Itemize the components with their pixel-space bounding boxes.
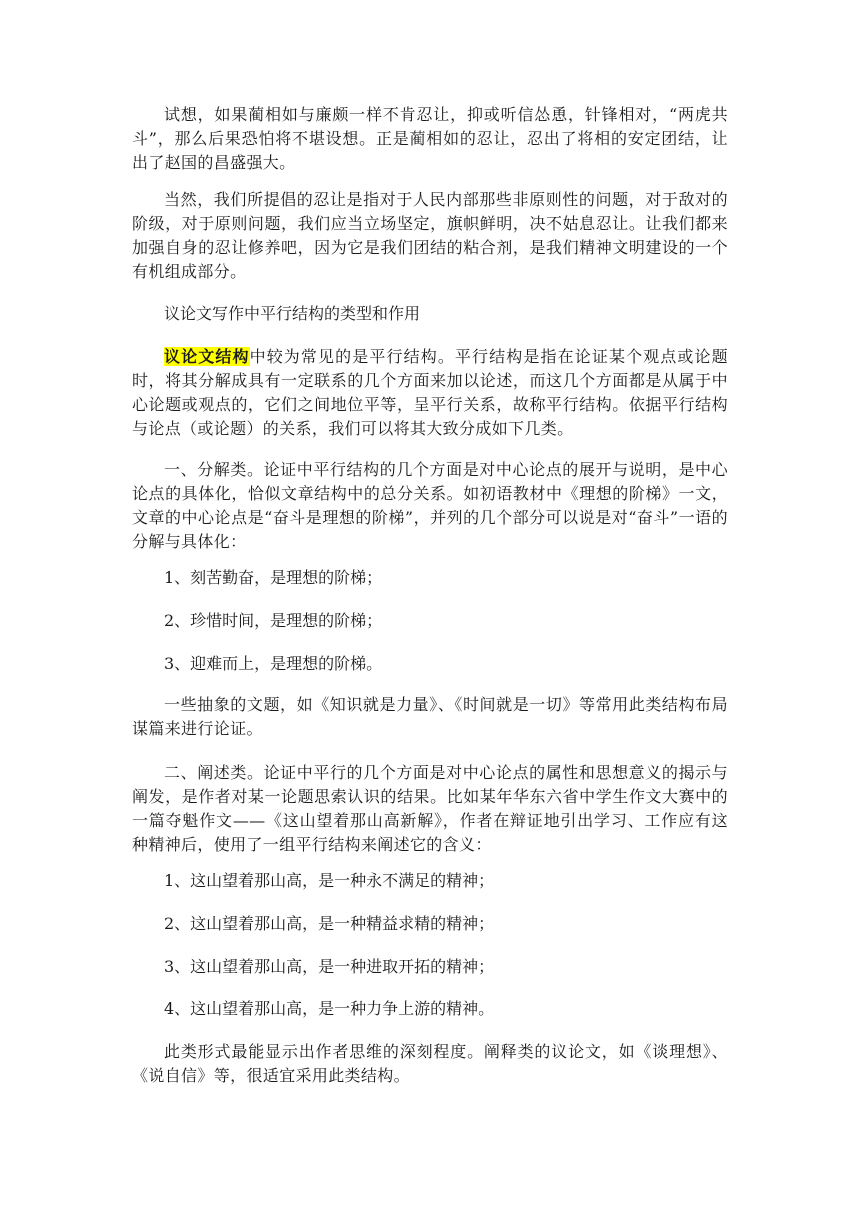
list-item: 3、迎难而上，是理想的阶梯。: [164, 654, 383, 673]
paragraph-explanation-type: 二、阐述类。论证中平行的几个方面是对中心论点的属性和思想意义的揭示与阐发，是作者对某一论题思索认识的结果。比如某年华东六省中学生作文大赛中的一篇夺魁作文——《这山望着那山高新解》，作者在辩证地引出学习、工作应有这种精神后，使用了一组平行结构来阐述它的含义：: [132, 763, 728, 854]
list-item: 2、珍惜时间，是理想的阶梯；: [164, 611, 383, 630]
section-heading: 议论文写作中平行结构的类型和作用: [164, 304, 421, 323]
paragraph-text: 中较为常见的是平行结构。平行结构是指在论证某个观点或论题时，将其分解成具有一定联系的几个方面来加以论述，而这几个方面都是从属于中心论题或观点的，它们之间地位平等，呈平行关系，故称平行结构。依据平行结构与论点（或论题）的关系，我们可以将其大致分成如下几类。: [132, 347, 728, 438]
paragraph-parallel-structure: [132, 345, 728, 441]
list-item: 4、这山望着那山高，是一种力争上游的精神。: [164, 999, 495, 1018]
list-item: 2、这山望着那山高，是一种精益求精的精神；: [164, 914, 495, 933]
paragraph-forbearance: 当然，我们所提倡的忍让是指对于人民内部那些非原则性的问题，对于敌对的阶级，对于原则问题，我们应当立场坚定，旗帜鲜明，决不姑息忍让。让我们都来加强自身的忍让修养吧，因为它是我们团结的粘合剂，是我们精神文明建设的一个有机组成部分。: [132, 190, 728, 281]
paragraph-conclusion: 此类形式最能显示出作者思维的深刻程度。阐释类的议论文，如《谈理想》、《说自信》等，很适宜采用此类结构。: [132, 1042, 728, 1085]
paragraph-decomposition-type: 一、分解类。论证中平行结构的几个方面是对中心论点的展开与说明，是中心论点的具体化，恰似文章结构中的总分关系。如初语教材中《理想的阶梯》一文，文章的中心论点是“奋斗是理想的阶梯”，并列的几个部分可以说是对“奋斗”一语的分解与具体化：: [132, 460, 728, 551]
highlighted-term: 议论文结构: [164, 347, 250, 366]
list-item: 1、刻苦勤奋，是理想的阶梯；: [164, 568, 383, 587]
list-item: 1、这山望着那山高，是一种永不满足的精神；: [164, 871, 495, 890]
paragraph-lin-xiangru: 试想，如果蔺相如与廉颇一样不肯忍让，抑或听信怂恿，针锋相对，“两虎共斗”，那么后果恐怕将不堪设想。正是蔺相如的忍让，忍出了将相的安定团结，让出了赵国的昌盛强大。: [132, 105, 728, 172]
paragraph-abstract-topics: 一些抽象的文题，如《知识就是力量》、《时间就是一切》等常用此类结构布局谋篇来进行论证。: [132, 695, 728, 738]
list-item: 3、这山望着那山高，是一种进取开拓的精神；: [164, 957, 495, 976]
